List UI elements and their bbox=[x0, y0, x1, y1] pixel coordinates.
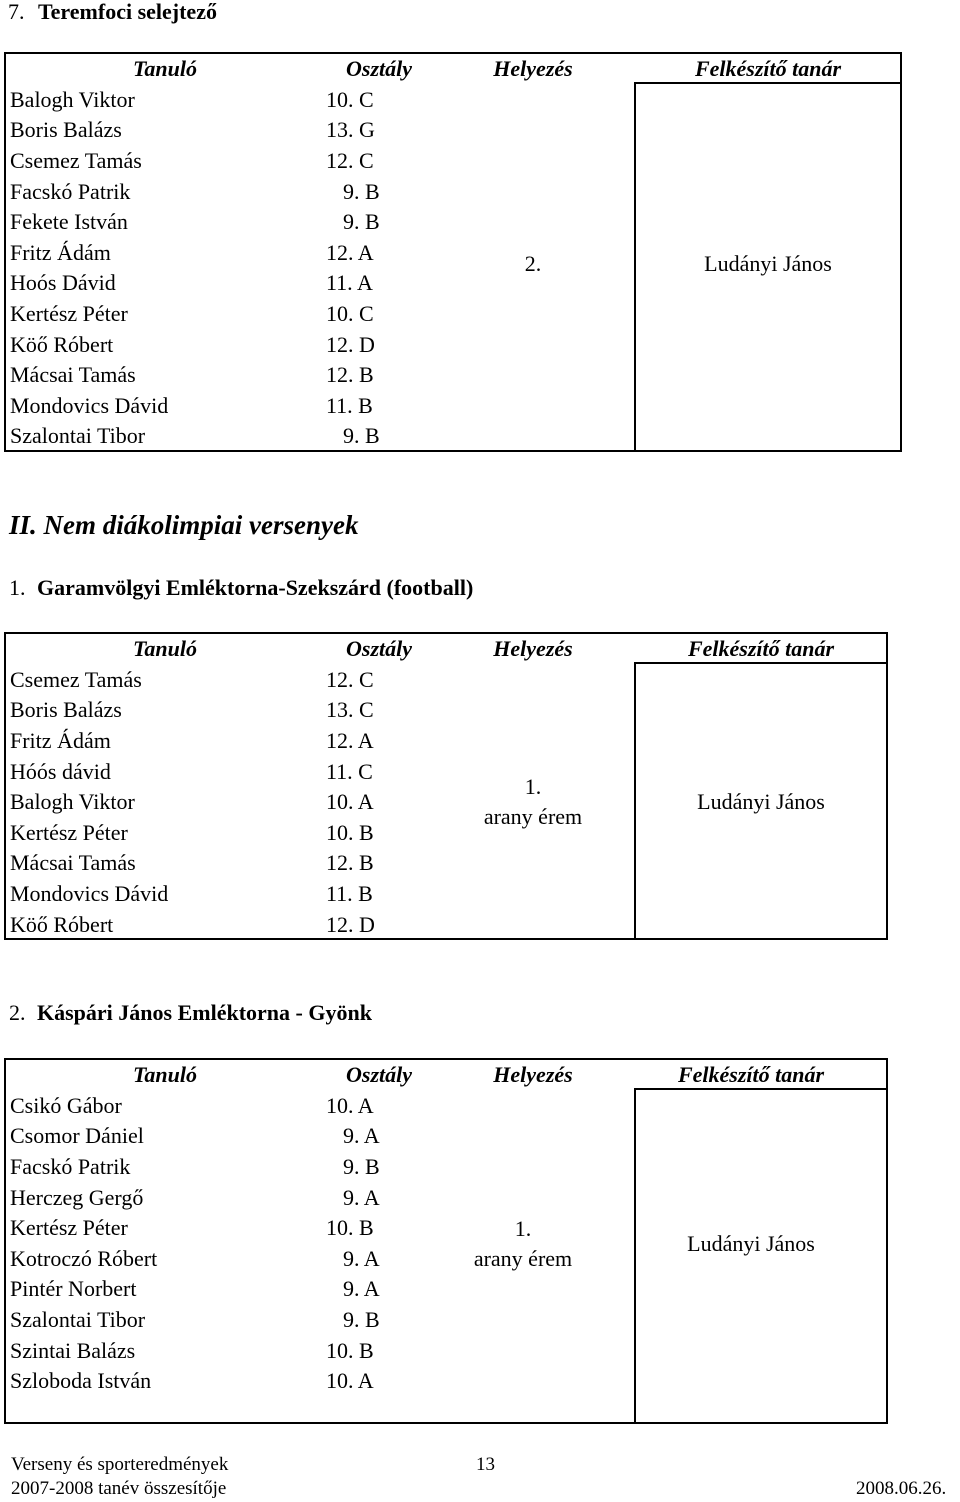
student-class: 13. G bbox=[326, 117, 375, 143]
student-class: 13. C bbox=[326, 697, 374, 723]
header-teacher: Felkészítő tanár bbox=[694, 56, 842, 82]
section-title: Teremfoci selejtező bbox=[38, 0, 217, 24]
student-name: Mácsai Tamás bbox=[10, 850, 136, 876]
student-class: 9. A bbox=[343, 1276, 380, 1302]
teacher-cell: Ludányi János bbox=[687, 1230, 815, 1256]
header-student: Tanuló bbox=[132, 1062, 197, 1088]
student-name: Csikó Gábor bbox=[10, 1092, 122, 1118]
results-table bbox=[4, 1060, 888, 1397]
part-heading: II. Nem diákolimpiai versenyek bbox=[9, 510, 359, 540]
competition-title: Káspári János Emléktorna - Gyönk bbox=[37, 1000, 372, 1025]
table-header-row bbox=[4, 1060, 888, 1091]
student-class: 10. A bbox=[326, 1092, 374, 1118]
student-class: 9. B bbox=[343, 209, 380, 235]
student-name: Balogh Viktor bbox=[10, 86, 135, 112]
competition-heading bbox=[9, 575, 473, 601]
student-name: Facskó Patrik bbox=[10, 1154, 131, 1180]
student-class: 10. B bbox=[326, 1215, 374, 1241]
placement-medal: arany érem bbox=[473, 1245, 573, 1271]
placement-rank: 1. bbox=[524, 774, 542, 800]
student-class: 12. A bbox=[326, 728, 374, 754]
results-table bbox=[4, 634, 888, 940]
student-class: 12. D bbox=[326, 331, 375, 357]
student-name: Szalontai Tibor bbox=[10, 423, 146, 449]
student-class: 12. C bbox=[326, 148, 374, 174]
student-class: 11. C bbox=[326, 758, 373, 784]
header-placement: Helyezés bbox=[493, 1062, 573, 1088]
student-name: Kertész Péter bbox=[10, 819, 128, 845]
student-name: Balogh Viktor bbox=[10, 789, 135, 815]
student-name: Hoós Dávid bbox=[10, 270, 116, 296]
placement-cell bbox=[432, 1091, 614, 1397]
header-placement: Helyezés bbox=[493, 56, 573, 82]
student-name: Fritz Ádám bbox=[10, 239, 111, 265]
teacher-cell: Ludányi János bbox=[697, 789, 825, 815]
header-teacher: Felkészítő tanár bbox=[677, 1062, 825, 1088]
placement-cell: 2. bbox=[524, 251, 542, 277]
section-number: 7. bbox=[8, 0, 25, 24]
table-row bbox=[4, 85, 902, 116]
student-class: 10. A bbox=[326, 1368, 374, 1394]
teacher-cell: Ludányi János bbox=[704, 251, 832, 277]
student-class: 10. A bbox=[326, 789, 374, 815]
student-name: Csomor Dániel bbox=[10, 1123, 144, 1149]
student-name: Csemez Tamás bbox=[10, 666, 142, 692]
footer-date: 2008.06.26. bbox=[856, 1478, 947, 1499]
student-name: Csemez Tamás bbox=[10, 148, 142, 174]
competition-number: 2. bbox=[9, 1000, 26, 1025]
student-name: Herczeg Gergő bbox=[10, 1184, 144, 1210]
student-name: Kotroczó Róbert bbox=[10, 1245, 158, 1271]
competition-number: 1. bbox=[9, 575, 26, 600]
student-class: 12. D bbox=[326, 911, 375, 937]
student-name: Mondovics Dávid bbox=[10, 392, 169, 418]
student-class: 12. B bbox=[326, 362, 374, 388]
student-name: Hóós dávid bbox=[10, 758, 111, 784]
header-class: Osztály bbox=[346, 56, 412, 82]
student-class: 9. A bbox=[343, 1123, 380, 1149]
student-name: Pintér Norbert bbox=[10, 1276, 137, 1302]
table-row bbox=[4, 665, 888, 696]
student-name: Facskó Patrik bbox=[10, 178, 131, 204]
table-header-row bbox=[4, 634, 888, 665]
student-class: 10. B bbox=[326, 819, 374, 845]
student-name: Boris Balázs bbox=[10, 697, 122, 723]
results-table bbox=[4, 54, 902, 452]
header-placement: Helyezés bbox=[493, 636, 573, 662]
student-class: 11. B bbox=[326, 881, 373, 907]
student-class: 9. B bbox=[343, 178, 380, 204]
student-class: 12. A bbox=[326, 239, 374, 265]
student-class: 9. B bbox=[343, 1154, 380, 1180]
section-heading bbox=[8, 0, 217, 25]
student-class: 10. B bbox=[326, 1337, 374, 1363]
student-name: Kertész Péter bbox=[10, 301, 128, 327]
header-class: Osztály bbox=[346, 1062, 412, 1088]
student-name: Mácsai Tamás bbox=[10, 362, 136, 388]
student-class: 11. B bbox=[326, 392, 373, 418]
student-name: Mondovics Dávid bbox=[10, 881, 169, 907]
header-teacher: Felkészítő tanár bbox=[687, 636, 835, 662]
placement-rank: 1. bbox=[514, 1215, 532, 1241]
student-class: 9. B bbox=[343, 423, 380, 449]
competition-heading bbox=[9, 1000, 372, 1026]
header-class: Osztály bbox=[346, 636, 412, 662]
student-name: Boris Balázs bbox=[10, 117, 122, 143]
header-student: Tanuló bbox=[132, 56, 197, 82]
student-class: 12. C bbox=[326, 666, 374, 692]
student-name: Szloboda István bbox=[10, 1368, 152, 1394]
header-student: Tanuló bbox=[132, 636, 197, 662]
student-name: Köő Róbert bbox=[10, 911, 114, 937]
student-class: 10. C bbox=[326, 86, 374, 112]
footer-document-subtitle: 2007-2008 tanév összesítője bbox=[11, 1478, 227, 1499]
student-class: 10. C bbox=[326, 301, 374, 327]
placement-cell bbox=[432, 665, 634, 940]
student-name: Szintai Balázs bbox=[10, 1337, 136, 1363]
student-name: Kertész Péter bbox=[10, 1215, 128, 1241]
table-row bbox=[4, 1091, 888, 1122]
footer-document-title: Verseny és sporteredmények bbox=[11, 1454, 229, 1475]
student-class: 9. B bbox=[343, 1307, 380, 1333]
placement-medal: arany érem bbox=[483, 804, 583, 830]
table-header-row bbox=[4, 54, 902, 85]
student-name: Szalontai Tibor bbox=[10, 1307, 146, 1333]
student-name: Fekete István bbox=[10, 209, 128, 235]
student-name: Köő Róbert bbox=[10, 331, 114, 357]
student-class: 12. B bbox=[326, 850, 374, 876]
competition-title: Garamvölgyi Emléktorna-Szekszárd (football) bbox=[37, 575, 474, 600]
student-name: Fritz Ádám bbox=[10, 728, 111, 754]
student-class: 11. A bbox=[326, 270, 373, 296]
student-class: 9. A bbox=[343, 1184, 380, 1210]
footer-page-number: 13 bbox=[476, 1454, 495, 1475]
student-class: 9. A bbox=[343, 1245, 380, 1271]
